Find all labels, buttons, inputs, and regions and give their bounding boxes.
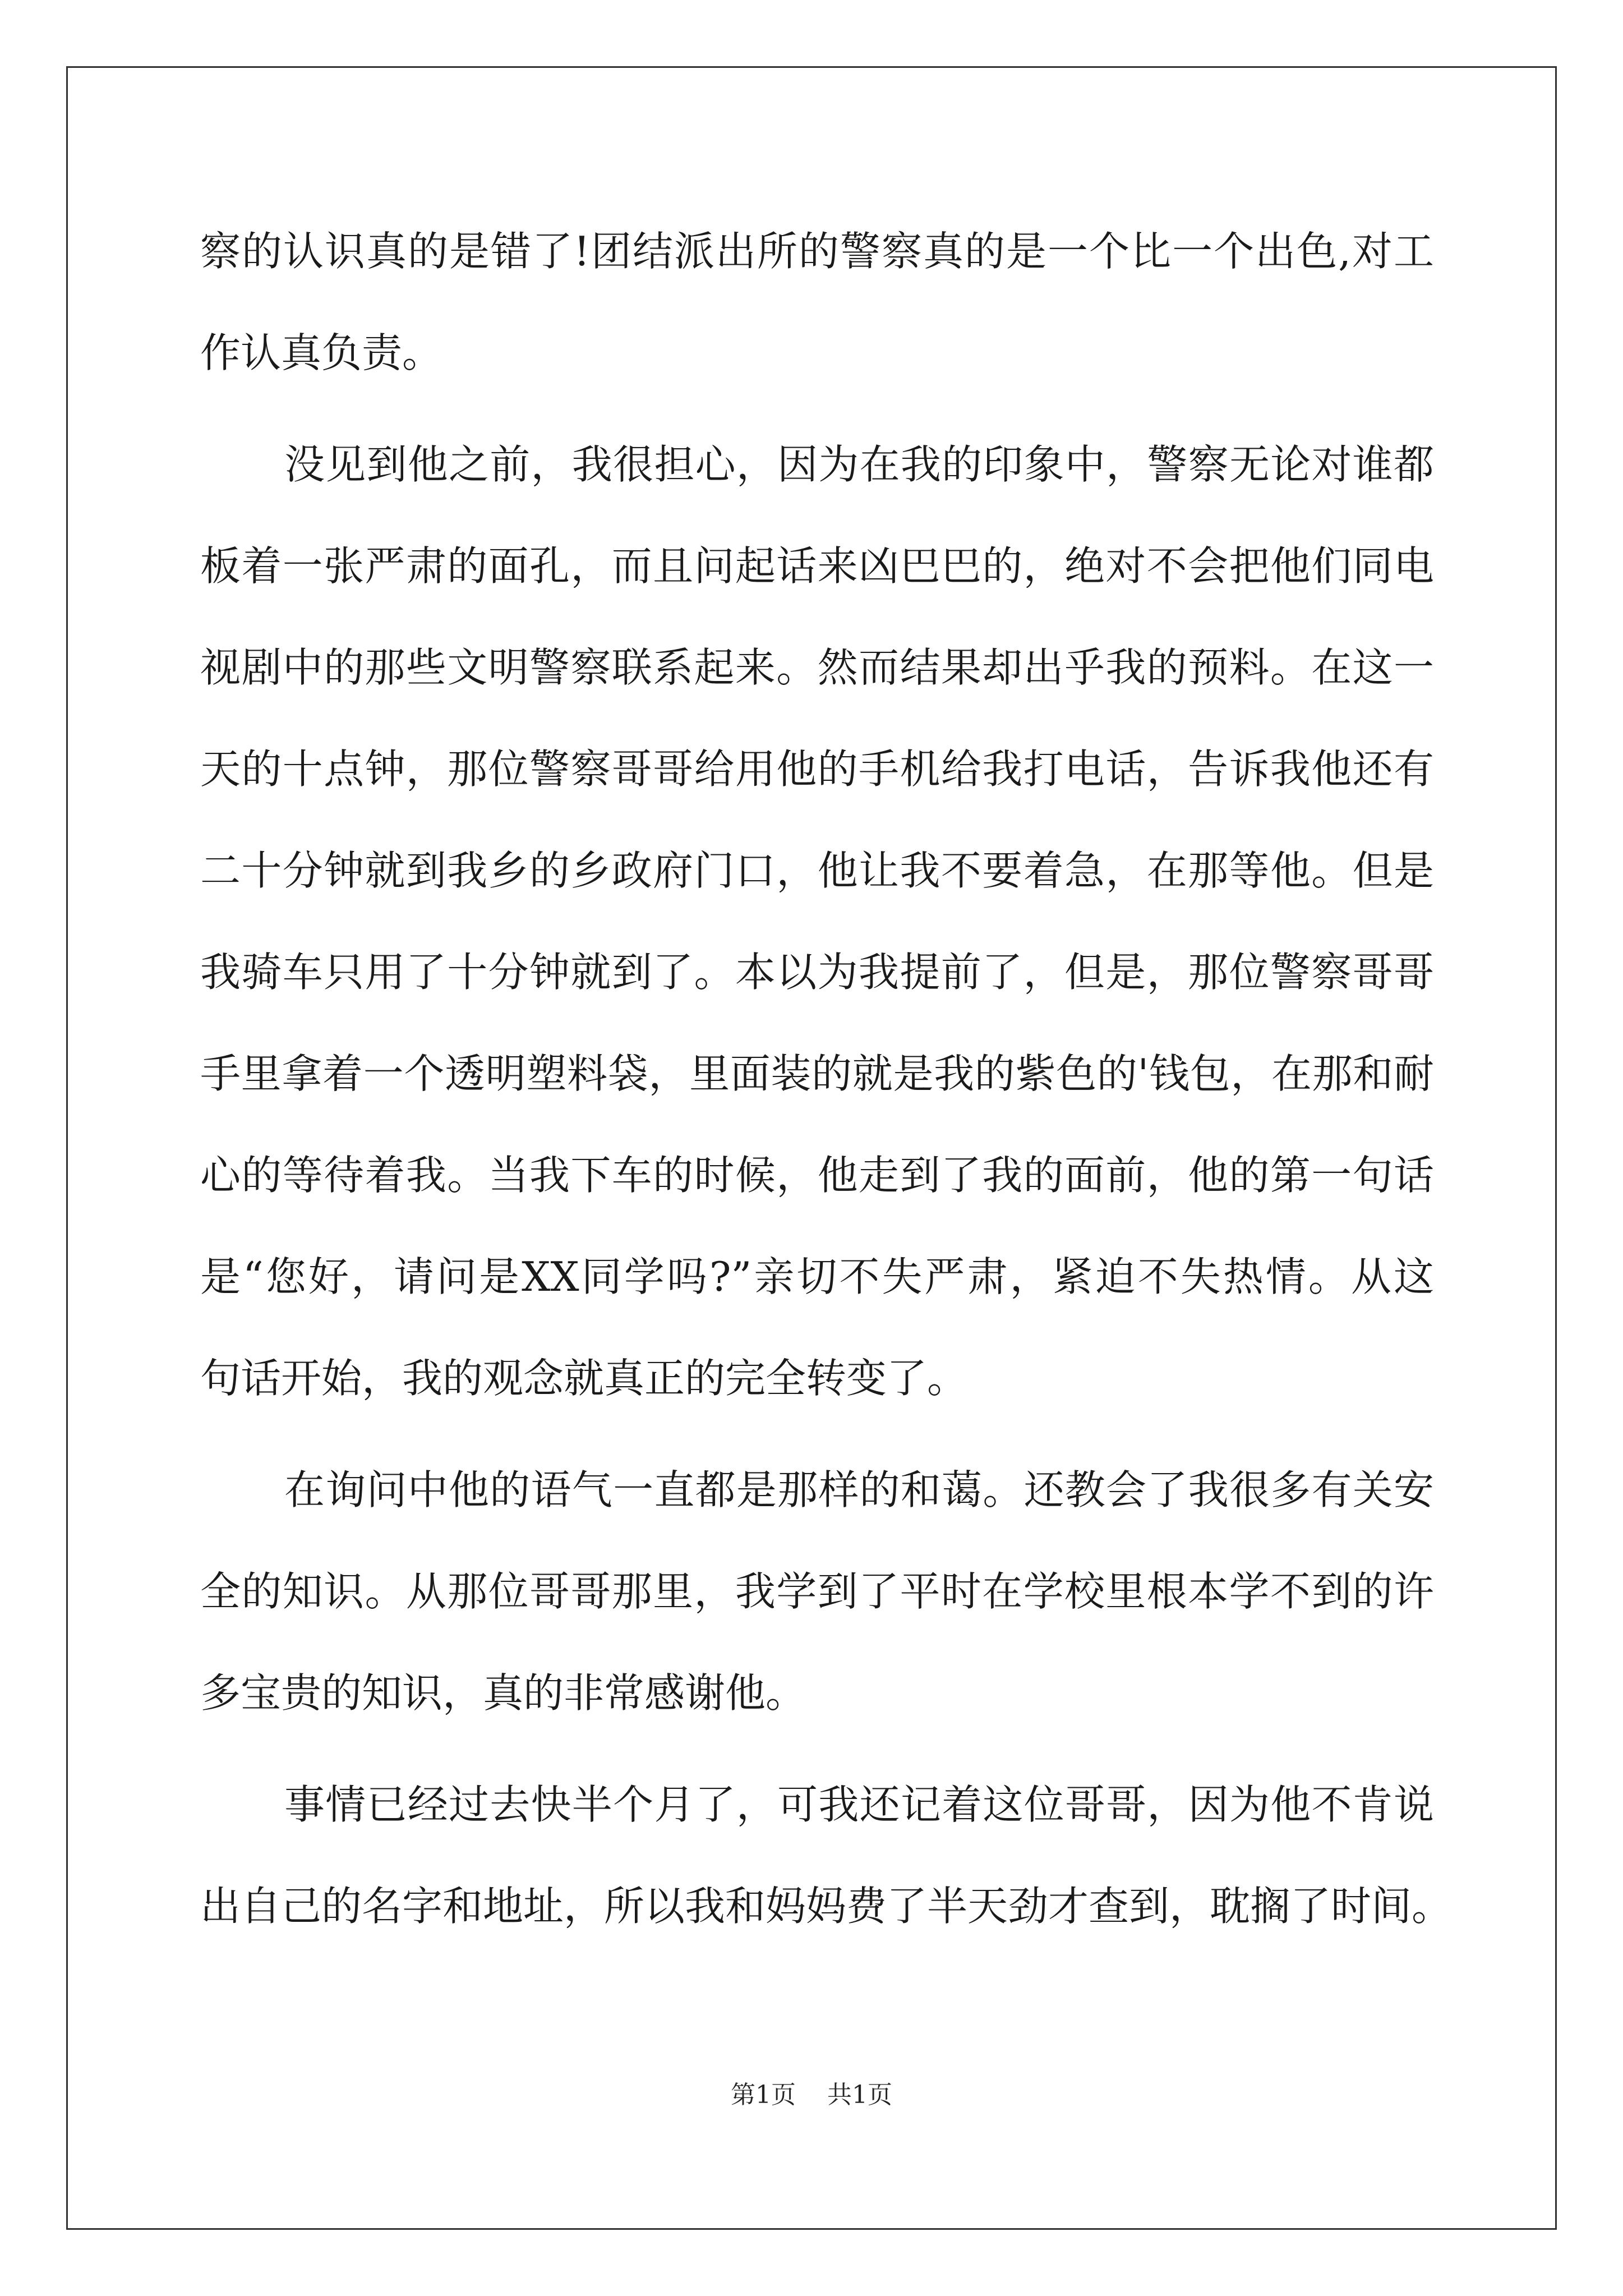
text-line: 作认真负责。 xyxy=(200,329,443,376)
text-line: 心的等待着我。当我下车的时候，他走到了我的面前，他的第一句话 xyxy=(200,1152,1434,1199)
text-line: 二十分钟就到我乡的乡政府门口，他让我不要着急，在那等他。但是 xyxy=(200,847,1434,894)
text-line: 多宝贵的知识，真的非常感谢他。 xyxy=(200,1669,806,1717)
text-line: 出自己的名字和地址，所以我和妈妈费了半天劲才查到，耽搁了时间。 xyxy=(200,1883,1453,1930)
text-line: 手里拿着一个透明塑料袋，里面装的就是我的紫色的'钱包，在那和耐 xyxy=(200,1050,1434,1097)
text-line: 全的知识。从那位哥哥那里，我学到了平时在学校里根本学不到的许 xyxy=(200,1568,1434,1615)
text-line: 我骑车只用了十分钟就到了。本以为我提前了，但是，那位警察哥哥 xyxy=(200,949,1434,996)
text-line: 视剧中的那些文明警察联系起来。然而结果却出乎我的预料。在这一 xyxy=(200,644,1434,691)
paragraph-start-line: 没见到他之前，我很担心，因为在我的印象中，警察无论对谁都 xyxy=(284,441,1434,488)
text-line: 是“您好，请问是XX同学吗?”亲切不失严肃，紧迫不失热情。从这 xyxy=(200,1253,1434,1300)
paragraph-start-line: 在询问中他的语气一直都是那样的和蔼。还教会了我很多有关安 xyxy=(284,1466,1434,1513)
page-footer xyxy=(0,2078,1623,2112)
text-line: 板着一张严肃的面孔，而且问起话来凶巴巴的，绝对不会把他们同电 xyxy=(200,542,1434,590)
paragraph-start-line: 事情已经过去快半个月了，可我还记着这位哥哥，因为他不肯说 xyxy=(284,1781,1434,1828)
text-line: 句话开始，我的观念就真正的完全转变了。 xyxy=(200,1355,968,1402)
text-line: 天的十点钟，那位警察哥哥给用他的手机给我打电话，告诉我他还有 xyxy=(200,746,1434,793)
text-line: 察的认识真的是错了!团结派出所的警察真的是一个比一个出色,对工 xyxy=(200,228,1434,275)
page-total: 共1页 xyxy=(827,2081,892,2109)
page-number: 第1页 xyxy=(731,2081,796,2109)
